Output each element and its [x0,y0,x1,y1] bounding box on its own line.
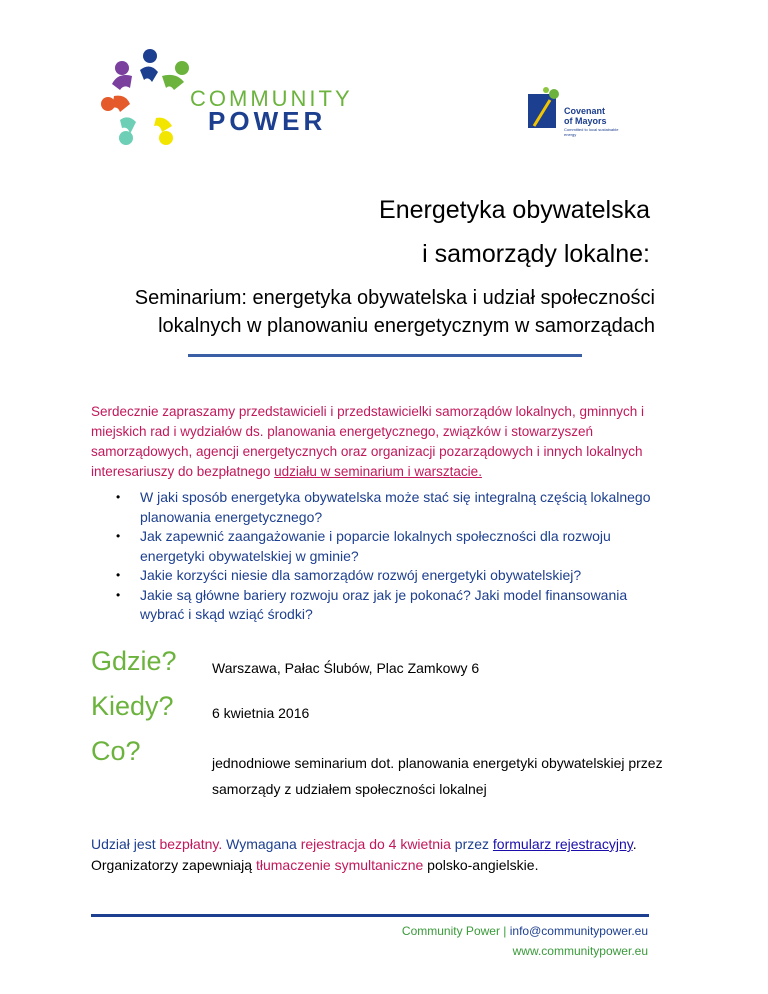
community-people-icon [100,42,190,152]
footer-contact: Community Power | info@communitypower.eu [401,924,648,938]
list-item: • W jaki sposób energetyka obywatelska może stać się integralną częścią lokalnego planowania energetycznego? [112,488,672,527]
list-item: • Jakie są główne bariery rozwoju oraz jak je pokonać? Jaki model finansowania wybrać i skąd wziąć środki? [112,586,672,625]
subtitle: Seminarium: energetyka obywatelska i udział społeczności lokalnych w planowaniu energetycznym w samorządach [134,287,655,337]
title-line-2: i samorządy lokalne: [422,240,650,268]
covenant-name: Covenant of Mayors [564,106,607,126]
when-label: Kiedy? [91,691,174,721]
what-label: Co? [91,736,141,766]
registration-form-link[interactable]: formularz rejestracyjny [492,836,633,852]
footer-email[interactable]: info@communitypower.eu [509,924,648,938]
footer-divider [91,914,649,917]
logo-word-community: COMMUNITY [190,86,353,111]
footer-website[interactable]: www.communitypower.eu [512,944,648,958]
logo-word-power: POWER [208,106,327,136]
invitation-paragraph: Serdecznie zapraszamy przedstawicieli i przedstawicielki samorządów lokalnych, gminnych i miejskich rad i wydziałów ds. planowania energetycznego, związków i stowarzyszeń samorządowych, agencji energetycznych oraz organizacji pozarządowych i innych lokalnych interesariuszy do bezpłatnego udziału w seminarium i warsztacie. [91,404,644,479]
footer-org: Community Power [401,924,500,938]
where-label: Gdzie? [91,646,177,676]
list-item: • Jak zapewnić zaangażowanie i poparcie lokalnych społeczności dla rozwoju energetyki obywatelskiej w gminie? [112,527,672,566]
covenant-of-mayors-logo [528,86,628,146]
covenant-emblem-icon [528,86,562,130]
what-value: jednodniowe seminarium dot. planowania energetyki obywatelskiej przez samorządy z udziałem społeczności lokalnej [212,755,663,797]
when-value: 6 kwietnia 2016 [212,705,310,721]
title-line-1: Energetyka obywatelska [379,196,650,224]
questions-list [112,488,672,625]
invitation-link[interactable]: udziału w seminarium i warsztacie. [274,464,482,479]
community-power-logo [100,42,353,152]
list-item: • Jakie korzyści niesie dla samorządów rozwój energetyki obywatelskiej? [112,566,672,586]
where-value: Warszawa, Pałac Ślubów, Plac Zamkowy 6 [212,660,480,676]
covenant-tagline: Committed to local sustainable energy [564,127,619,137]
title-divider [188,354,582,357]
registration-paragraph: Udział jest bezpłatny. Wymagana rejestracja do 4 kwietnia przez formularz rejestracyjny. Organizatorzy zapewniają tłumaczenie symultaniczne polsko-angielskie. [91,836,637,873]
